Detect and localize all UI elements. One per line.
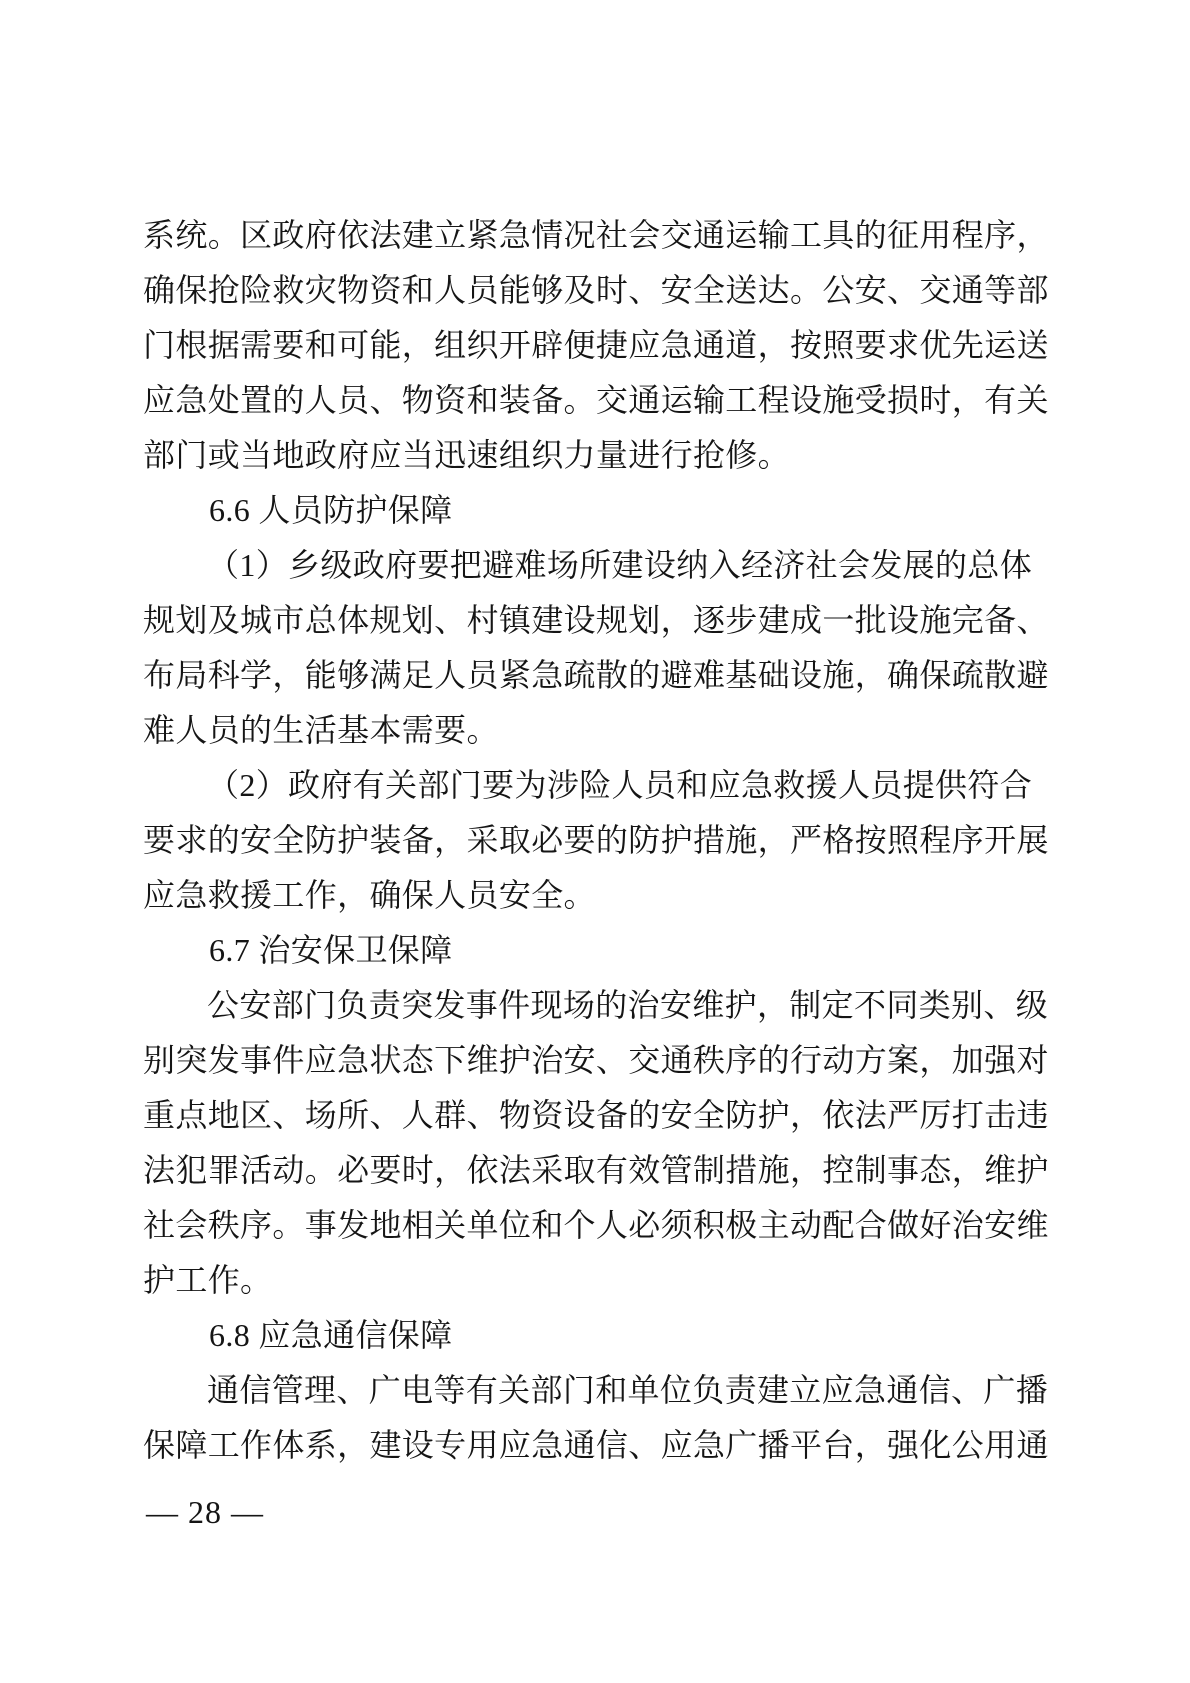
text-line: 保障工作体系，建设专用应急通信、应急广播平台，强化公用通 xyxy=(143,1427,1049,1463)
section-heading-6-7: 6.7 治安保卫保障 xyxy=(209,932,453,968)
text-line: 应急救援工作，确保人员安全。 xyxy=(143,877,596,913)
text-line: 部门或当地政府应当迅速组织力量进行抢修。 xyxy=(143,437,791,473)
text-line: 规划及城市总体规划、村镇建设规划，逐步建成一批设施完备、 xyxy=(143,602,1049,638)
text-line: 别突发事件应急状态下维护治安、交通秩序的行动方案，加强对 xyxy=(143,1042,1049,1078)
text-line: 布局科学，能够满足人员紧急疏散的避难基础设施，确保疏散避 xyxy=(143,657,1049,693)
text-line: 通信管理、广电等有关部门和单位负责建立应急通信、广播 xyxy=(207,1372,1049,1408)
text-line: 难人员的生活基本需要。 xyxy=(143,712,499,748)
text-line: 重点地区、场所、人群、物资设备的安全防护，依法严厉打击违 xyxy=(143,1097,1049,1133)
text-line: 应急处置的人员、物资和装备。交通运输工程设施受损时，有关 xyxy=(143,382,1049,418)
text-line: 门根据需要和可能，组织开辟便捷应急通道，按照要求优先运送 xyxy=(143,327,1049,363)
text-line: 系统。区政府依法建立紧急情况社会交通运输工具的征用程序， xyxy=(143,217,1049,253)
text-line: 护工作。 xyxy=(143,1262,273,1298)
text-line: （2）政府有关部门要为涉险人员和应急救援人员提供符合 xyxy=(207,767,1033,803)
text-line: 要求的安全防护装备，采取必要的防护措施，严格按照程序开展 xyxy=(143,822,1049,858)
text-line: （1）乡级政府要把避难场所建设纳入经济社会发展的总体 xyxy=(207,547,1033,583)
section-heading-6-8: 6.8 应急通信保障 xyxy=(209,1317,453,1353)
text-line: 社会秩序。事发地相关单位和个人必须积极主动配合做好治安维 xyxy=(143,1207,1049,1243)
text-line: 确保抢险救灾物资和人员能够及时、安全送达。公安、交通等部 xyxy=(143,272,1049,308)
text-column xyxy=(143,208,1051,1473)
text-line: 法犯罪活动。必要时，依法采取有效管制措施，控制事态，维护 xyxy=(143,1152,1049,1188)
page-number: — 28 — xyxy=(146,1494,264,1530)
section-heading-6-6: 6.6 人员防护保障 xyxy=(209,492,453,528)
text-line: 公安部门负责突发事件现场的治安维护，制定不同类别、级 xyxy=(207,987,1049,1023)
